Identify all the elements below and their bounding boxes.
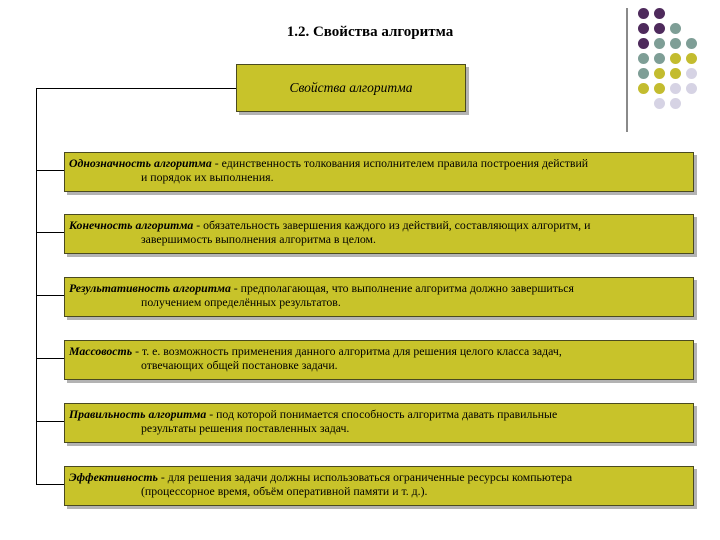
dot [654, 8, 665, 19]
property-description: - единственность толкования исполнителем правила построения действий [211, 156, 589, 170]
property-box [64, 340, 694, 380]
property-text [65, 278, 693, 309]
dot [670, 38, 681, 49]
property-term: Правильность алгоритма [69, 407, 207, 421]
property-box [64, 403, 694, 443]
property-description-continued: завершимость выполнения алгоритма в целом. [141, 232, 376, 246]
dot [638, 83, 649, 94]
dot [654, 98, 665, 109]
dot [670, 68, 681, 79]
property-description: - т. е. возможность применения данного алгоритма для решения целого класса задач, [132, 344, 562, 358]
property-description: - предполагающая, что выполнение алгоритма должно завершиться [230, 281, 574, 295]
connector-line [36, 170, 64, 171]
decorative-divider [626, 8, 628, 132]
property-term: Конечность алгоритма [69, 218, 194, 232]
property-text [65, 215, 693, 246]
connector-line [36, 232, 64, 233]
dot [686, 68, 697, 79]
dot [670, 83, 681, 94]
connector-line [36, 358, 64, 359]
connector-line [36, 88, 37, 485]
property-description-continued: отвечающих общей постановке задачи. [141, 358, 338, 372]
property-description: - под которой понимается способность алгоритма давать правильные [206, 407, 558, 421]
connector-line [36, 421, 64, 422]
dot [654, 68, 665, 79]
dot [670, 23, 681, 34]
property-description: - для решения задачи должны использоваться ограниченные ресурсы компьютера [157, 470, 573, 484]
dot [638, 38, 649, 49]
decorative-dot-grid [638, 8, 710, 118]
dot [654, 53, 665, 64]
property-text [65, 404, 693, 435]
dot [638, 8, 649, 19]
dot [654, 38, 665, 49]
dot [654, 23, 665, 34]
page-title: 1.2. Свойства алгоритма [286, 24, 454, 40]
root-node-label: Свойства алгоритма [289, 80, 413, 95]
dot [638, 23, 649, 34]
property-box [64, 466, 694, 506]
property-description-continued: получением определённых результатов. [141, 295, 341, 309]
property-term: Эффективность [69, 470, 158, 484]
property-box [64, 214, 694, 254]
property-term: Однозначность алгоритма [69, 156, 212, 170]
property-description: - обязательность завершения каждого из действий, составляющих алгоритм, и [193, 218, 591, 232]
property-text [65, 341, 693, 372]
connector-line [36, 295, 64, 296]
dot [654, 83, 665, 94]
property-description-continued: результаты решения поставленных задач. [141, 421, 350, 435]
property-text [65, 153, 693, 184]
dot [670, 98, 681, 109]
property-box [64, 152, 694, 192]
property-description-continued: (процессорное время, объём оперативной памяти и т. д.). [141, 484, 428, 498]
property-text [65, 467, 693, 498]
property-term: Массовость [69, 344, 133, 358]
root-node [236, 64, 466, 112]
dot [686, 83, 697, 94]
connector-line [36, 88, 236, 89]
dot [670, 53, 681, 64]
dot [686, 38, 697, 49]
property-term: Результативность алгоритма [69, 281, 231, 295]
dot [686, 53, 697, 64]
property-description-continued: и порядок их выполнения. [141, 170, 274, 184]
property-box [64, 277, 694, 317]
connector-line [36, 484, 64, 485]
dot [638, 53, 649, 64]
dot [638, 68, 649, 79]
